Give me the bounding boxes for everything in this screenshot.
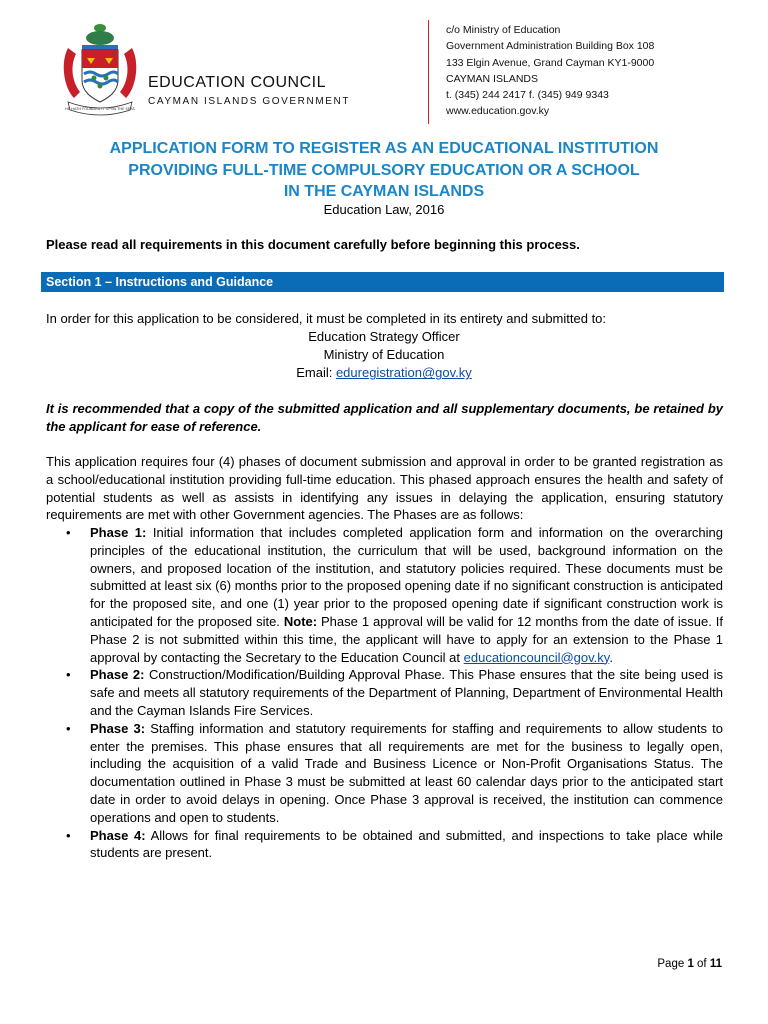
phase-item — [46, 720, 723, 827]
phase-label: Phase 1: — [90, 525, 147, 540]
header-divider — [428, 20, 429, 124]
contact-block — [446, 22, 654, 120]
phase-label: Phase 4: — [90, 827, 146, 843]
phases-list — [46, 524, 723, 862]
cayman-crest-logo — [60, 18, 140, 118]
title-line: PROVIDING FULL-TIME COMPULSORY EDUCATION OR A SCHOOL — [128, 161, 640, 179]
phase-item — [46, 827, 723, 863]
phase-item — [46, 666, 723, 719]
contact-line: Government Administration Building Box 108 — [446, 40, 655, 53]
page-current: 1 — [687, 958, 694, 970]
bullet-icon: • — [66, 667, 71, 683]
contact-line: 133 Elgin Avenue, Grand Cayman KY1-9000 — [446, 56, 655, 69]
recipient-org: Ministry of Education — [323, 347, 445, 363]
bullet-icon: • — [66, 720, 71, 736]
title-line: IN THE CAYMAN ISLANDS — [283, 183, 485, 200]
recipient-title: Education Strategy Officer — [308, 329, 460, 344]
org-name: EDUCATION COUNCIL — [148, 74, 326, 91]
retain-copy-recommendation: It is recommended that a copy of the submitted application and all supplementary documents, be retained by the applicant for ease of reference. — [46, 401, 723, 434]
page-number — [657, 958, 722, 970]
law-reference: Education Law, 2016 — [323, 202, 445, 217]
phase-label: Phase 3: — [90, 720, 146, 736]
phase-label: Phase 2: — [90, 667, 145, 683]
contact-line: t. (345) 244 2417 f. (345) 949 9343 — [446, 89, 609, 102]
org-subtitle: CAYMAN ISLANDS GOVERNMENT — [148, 96, 351, 107]
page-total: 11 — [709, 958, 722, 970]
bullet-icon: • — [66, 525, 71, 540]
recipient-block — [40, 328, 728, 383]
svg-text:HE HATH FOUNDED IT UPON THE SE: HE HATH FOUNDED IT UPON THE SEAS — [65, 107, 135, 111]
recipient-email-line — [40, 364, 728, 382]
phase-text: Allows for final requirements to be obtained and submitted, and inspections to take place while students are present. — [90, 827, 723, 861]
email-label: Email: — [296, 365, 336, 381]
phase-text: Staffing information and statutory requirements for staffing and requirements to allow students to enter the premises. This phase ensures that all requirements are met for the business to legally open, including the acquisition of a valid Trade and Business Licence or Non-Profit Organisations Status. The documentation outlined in Phase 3 must be submitted at least 60 calendar days prior to the anticipated start date in order to avoid delays in opening. Once Phase 3 approval is received, the institution can commence operations and open to students. — [90, 720, 723, 825]
phases-intro: This application requires four (4) phases of document submission and approval in order to be granted registration as a school/educational institution providing full-time education. This phased approach ensures the health and safety of potential students as well as assists in identifying any issues in delaying the application, ensuring statutory requirements are met with other Government agencies. The Phases are as follows: — [46, 454, 723, 523]
phase-item — [46, 524, 723, 666]
phase-text: Construction/Modification/Building Approval Phase. This Phase ensures that the site being used is safe and meets all statutory requirements of the Department of Planning, Department of Environmental Health and the Cayman Islands Fire Services. — [90, 667, 723, 718]
contact-line: CAYMAN ISLANDS — [446, 72, 538, 85]
note-label: Note: — [283, 613, 318, 629]
phase-text: Initial information that includes completed application form and information on the overarching principles of the educational institution, the curriculum that will be used, background information on the owners, and proposed location of the institution, and statutory policies required. These documents must be submitted at least six (6) months prior to the proposed opening date if no significant construction is anticipated for the proposed site, and one (1) year prior to the proposed opening date if significant construction work is anticipated for the proposed site. — [90, 525, 723, 629]
organization-block — [148, 74, 350, 107]
document-title — [40, 138, 728, 203]
submission-intro: In order for this application to be considered, it must be completed in its entirety and submitted to: — [46, 311, 607, 326]
title-line: APPLICATION FORM TO REGISTER AS AN EDUCATIONAL INSTITUTION — [109, 140, 659, 157]
phase-tail: . — [609, 649, 613, 665]
contact-website: www.education.gov.ky — [446, 105, 550, 118]
page-word: Page — [657, 958, 688, 970]
eduregistration-email-link[interactable]: eduregistration@gov.ky — [335, 365, 472, 381]
bullet-icon: • — [66, 827, 71, 843]
contact-line: c/o Ministry of Education — [446, 24, 561, 36]
note-text: Phase 1 approval will be valid for 12 months from the date of issue. If Phase 2 is not submitted within this time, the applicant will have to apply for an extension to the Phase 1 approval by contacting the Secretary to the Education Council at — [90, 613, 723, 665]
educationcouncil-email-link[interactable]: educationcouncil@gov.ky — [463, 649, 610, 665]
of-word: of — [693, 958, 710, 970]
section-1-heading: Section 1 – Instructions and Guidance — [41, 272, 724, 292]
read-requirements-notice: Please read all requirements in this document carefully before beginning this process. — [46, 237, 580, 252]
